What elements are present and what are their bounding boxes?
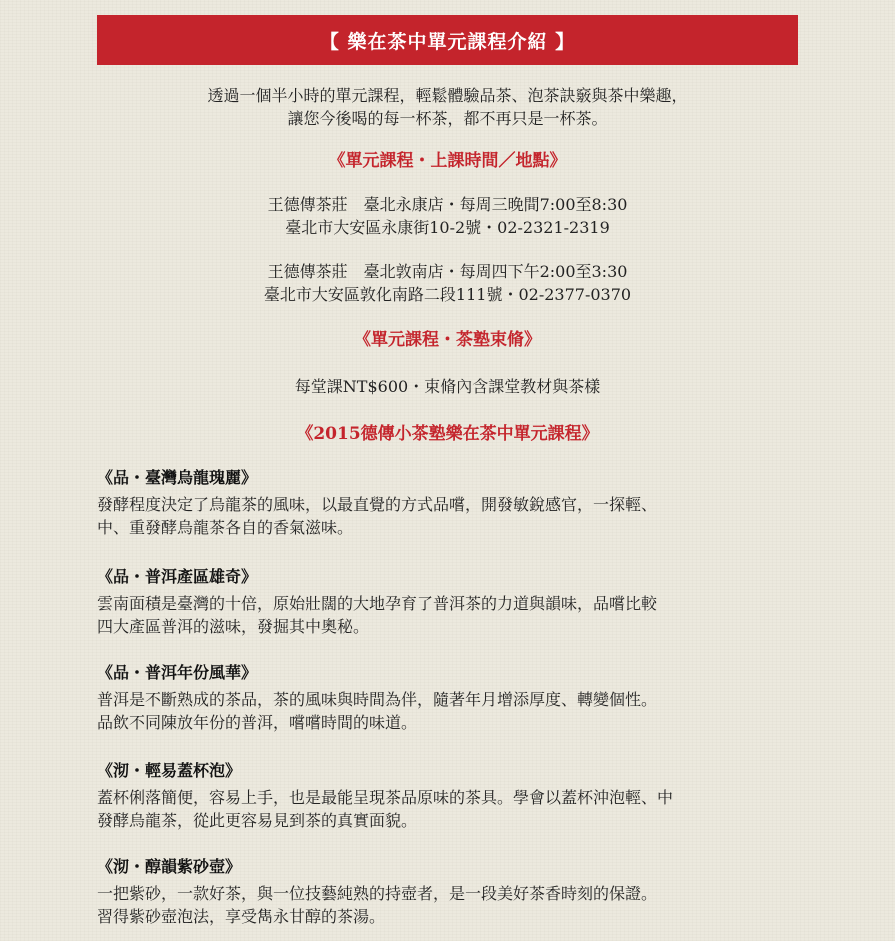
course-item bbox=[97, 467, 802, 539]
tuition-text bbox=[97, 375, 798, 398]
schedule-heading: 《單元課程・上課時間／地點》 bbox=[328, 151, 567, 171]
course-title: 《沏・輕易蓋杯泡》 bbox=[97, 761, 242, 780]
course-desc-line: 發酵程度決定了烏龍茶的風味，以最直覺的方式品嚐，開發敏銳感官，一探輕、 bbox=[97, 495, 658, 514]
course-description bbox=[97, 786, 802, 832]
course-title: 《沏・醇韻紫砂壺》 bbox=[97, 857, 242, 876]
program-heading: 《2015德傳小茶塾樂在茶中單元課程》 bbox=[296, 424, 599, 444]
course-desc-line: 品飲不同陳放年份的普洱，嚐嚐時間的味道。 bbox=[97, 713, 418, 732]
course-description bbox=[97, 882, 802, 928]
page-title: 【 樂在茶中單元課程介紹 】 bbox=[319, 30, 576, 53]
location-hours: 王德傳茶莊 臺北永康店・每周三晚間7:00至8:30 bbox=[267, 195, 628, 214]
course-description bbox=[97, 688, 802, 734]
page-title-banner bbox=[97, 15, 798, 65]
course-item bbox=[97, 662, 802, 734]
location-block bbox=[97, 193, 798, 239]
intro-line: 讓您今後喝的每一杯茶，都不再只是一杯茶。 bbox=[287, 109, 608, 128]
course-desc-line: 四大產區普洱的滋味，發掘其中奧秘。 bbox=[97, 617, 370, 636]
course-item bbox=[97, 760, 802, 832]
tuition-heading: 《單元課程・茶塾束脩》 bbox=[354, 330, 541, 350]
tuition-line: 每堂課NT$600・束脩內含課堂教材與茶樣 bbox=[294, 377, 601, 396]
course-desc-line: 習得紫砂壺泡法，享受雋永甘醇的茶湯。 bbox=[97, 907, 386, 926]
location-address: 臺北市大安區永康街10-2號・02-2321-2319 bbox=[285, 218, 610, 237]
course-title: 《品・臺灣烏龍瑰麗》 bbox=[97, 468, 258, 487]
course-desc-line: 發酵烏龍茶，從此更容易見到茶的真實面貌。 bbox=[97, 811, 418, 830]
course-desc-line: 蓋杯俐落簡便，容易上手，也是最能呈現茶品原味的茶具。學會以蓋杯沖泡輕、中 bbox=[97, 788, 674, 807]
course-title: 《品・普洱年份風華》 bbox=[97, 663, 258, 682]
course-desc-line: 普洱是不斷熟成的茶品，茶的風味與時間為伴，隨著年月增添厚度、轉變個性。 bbox=[97, 690, 658, 709]
course-description bbox=[97, 493, 802, 539]
course-item bbox=[97, 856, 802, 928]
course-description bbox=[97, 592, 802, 638]
course-desc-line: 一把紫砂，一款好茶，與一位技藝純熟的持壺者，是一段美好茶香時刻的保證。 bbox=[97, 884, 658, 903]
intro-paragraph bbox=[97, 84, 798, 130]
intro-line: 透過一個半小時的單元課程，輕鬆體驗品茶、泡茶訣竅與茶中樂趣， bbox=[207, 86, 688, 105]
course-desc-line: 中、重發酵烏龍茶各自的香氣滋味。 bbox=[97, 518, 354, 537]
location-block bbox=[97, 260, 798, 306]
course-desc-line: 雲南面積是臺灣的十倍，原始壯闊的大地孕育了普洱茶的力道與韻味，品嚐比較 bbox=[97, 594, 658, 613]
course-item bbox=[97, 566, 802, 638]
location-address: 臺北市大安區敦化南路二段111號・02-2377-0370 bbox=[263, 285, 632, 304]
location-hours: 王德傳茶莊 臺北敦南店・每周四下午2:00至3:30 bbox=[267, 262, 628, 281]
course-title: 《品・普洱產區雄奇》 bbox=[97, 567, 258, 586]
